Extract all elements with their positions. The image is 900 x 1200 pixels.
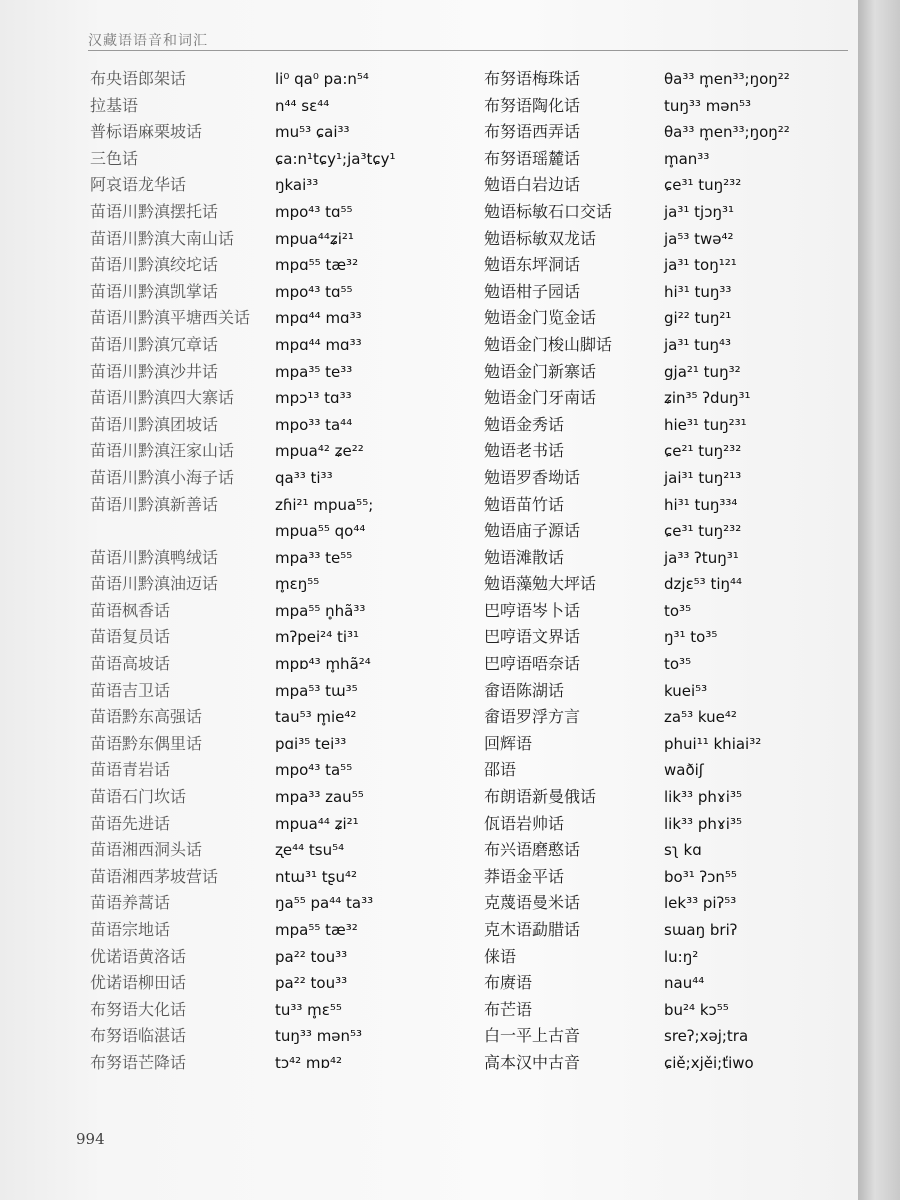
dialect-name: 高本汉中古音 — [484, 1052, 581, 1072]
ipa-transcription: mpa³³ te⁵⁵ — [275, 548, 353, 567]
ipa-transcription: phui¹¹ khiai³² — [664, 734, 762, 753]
ipa-transcription: mpa³⁵ te³³ — [275, 362, 353, 381]
ipa-transcription: mpua⁴⁴ ʑi²¹ — [275, 814, 359, 833]
ipa-transcription: mʔpei²⁴ ti³¹ — [275, 628, 360, 647]
ipa-transcription: lik³³ phɤi³⁵ — [664, 814, 742, 833]
ipa-transcription: mpa³³ zau⁵⁵ — [275, 788, 364, 807]
dialect-name: 拉基语 — [90, 95, 139, 115]
ipa-transcription: ŋ³¹ to³⁵ — [664, 628, 718, 647]
dialect-name: 勉语金门牙南话 — [484, 388, 597, 408]
dialect-name: 优诺语黄洛话 — [90, 946, 187, 966]
ipa-transcription: m̥ɛŋ⁵⁵ — [275, 575, 320, 594]
ipa-transcription: ntɯ³¹ tʂu⁴² — [275, 867, 358, 886]
dialect-name: 佤语岩帅话 — [484, 813, 565, 833]
entry-row — [484, 492, 858, 519]
running-header — [88, 26, 848, 52]
ipa-transcription: ja³¹ tuŋ⁴³ — [664, 335, 732, 354]
dialect-name: 苗语湘西洞头话 — [90, 840, 203, 860]
dialect-name: 布央语郎架话 — [90, 69, 187, 88]
dialect-name: 布努语瑶麓话 — [484, 148, 581, 168]
entry-row — [484, 518, 858, 545]
entry-row — [90, 545, 470, 572]
entry-row — [90, 624, 470, 651]
dialect-name: 苗语宗地话 — [90, 920, 171, 939]
ipa-transcription: sreʔ;xəj;tra — [664, 1027, 749, 1046]
entry-row — [90, 997, 470, 1024]
ipa-transcription: sʅ kɑ — [664, 841, 702, 860]
dialect-name: 苗语吉卫话 — [90, 680, 171, 700]
entry-row — [484, 917, 858, 944]
dialect-name: 苗语川黔滇平塘西关话 — [90, 308, 251, 328]
ipa-transcription: mpua⁵⁵ qo⁴⁴ — [275, 522, 366, 541]
entry-row — [484, 172, 858, 199]
dialect-name: 勉语白岩边话 — [484, 175, 581, 195]
entry-row — [90, 837, 470, 864]
dialect-name: 勉语老书话 — [484, 441, 565, 461]
dialect-name: 勉语柑子园话 — [484, 281, 581, 301]
entry-row — [484, 731, 858, 758]
entry-row — [484, 571, 858, 598]
entry-row — [484, 811, 858, 838]
dialect-name: 苗语青岩话 — [90, 760, 171, 780]
entry-row — [484, 252, 858, 279]
ipa-transcription: lu:ŋ² — [664, 947, 699, 966]
ipa-transcription: nau⁴⁴ — [664, 974, 705, 993]
entry-row — [90, 252, 470, 279]
dialect-name: 苗语复员话 — [90, 627, 171, 647]
dialect-name: 勉语金门新寨话 — [484, 361, 597, 381]
dialect-name: 勉语罗香坳话 — [484, 467, 581, 487]
entry-row — [90, 305, 470, 332]
entry-row — [90, 93, 470, 120]
ipa-transcription: lik³³ phɤi³⁵ — [664, 788, 742, 807]
entry-row — [90, 970, 470, 997]
ipa-transcription: sɯaŋ briʔ — [664, 921, 738, 939]
entry-row — [484, 359, 858, 386]
dialect-name: 苗语枫香话 — [90, 600, 171, 620]
dialect-name: 苗语黔东高强话 — [90, 707, 203, 727]
dialect-name: 布努语梅珠话 — [484, 69, 581, 88]
ipa-transcription: θa³³ m̥en³³;ŋoŋ²² — [664, 123, 790, 142]
entry-row — [484, 146, 858, 173]
dialect-name: 苗语川黔滇油迈话 — [90, 574, 219, 594]
entry-row — [484, 279, 858, 306]
ipa-transcription: tuŋ³³ mən⁵³ — [664, 96, 752, 115]
dialect-name: 苗语川黔滇团坡话 — [90, 414, 219, 434]
dialect-name: 布努语芒降话 — [90, 1052, 187, 1072]
dialect-name: 克蔑语曼米话 — [484, 893, 581, 913]
ipa-transcription: zɦi²¹ mpua⁵⁵; — [275, 495, 374, 514]
entry-row — [90, 146, 470, 173]
dialect-name: 苗语川黔滇摆托话 — [90, 201, 219, 221]
ipa-transcription: ʑin³⁵ ʔduŋ³¹ — [664, 389, 751, 408]
entry-row — [484, 757, 858, 784]
dialect-name: 三色话 — [90, 148, 139, 168]
dialect-name: 苗语川黔滇冗章话 — [90, 334, 219, 354]
ipa-transcription: mpua⁴⁴ʑi²¹ — [275, 229, 354, 248]
dialect-name: 布芒语 — [484, 999, 533, 1019]
book-gutter — [858, 0, 900, 1200]
ipa-transcription: ja³³ ʔtuŋ³¹ — [664, 548, 739, 567]
entry-row — [484, 784, 858, 811]
dialect-name: 苗语川黔滇新善话 — [90, 494, 219, 514]
ipa-transcription: ɕa:n¹tɕy¹;ja³tɕy¹ — [275, 149, 396, 168]
dialect-name: 苗语先进话 — [90, 813, 171, 833]
entry-row — [484, 704, 858, 731]
ipa-transcription: za⁵³ kue⁴² — [664, 708, 737, 727]
ipa-transcription: gja²¹ tuŋ³² — [664, 362, 741, 381]
dialect-name: 苗语川黔滇大南山话 — [90, 228, 235, 248]
dialect-name: 勉语东坪洞话 — [484, 255, 581, 275]
entry-row — [90, 438, 470, 465]
entry-row — [90, 279, 470, 306]
dialect-name: 巴哼语唔奈话 — [484, 654, 581, 674]
entry-row — [90, 678, 470, 705]
ipa-transcription: ŋkai³³ — [275, 176, 319, 195]
entry-row — [484, 624, 858, 651]
dialect-name: 布赓语 — [484, 973, 533, 993]
entry-row — [90, 492, 470, 519]
dialect-name: 苗语川黔滇鸭绒话 — [90, 547, 219, 567]
entry-row — [484, 970, 858, 997]
right-column — [484, 66, 858, 1077]
entry-row — [484, 997, 858, 1024]
dialect-name: 勉语滩散话 — [484, 547, 565, 567]
header-rule — [88, 50, 848, 51]
ipa-transcription: mpa⁵³ tɯ³⁵ — [275, 681, 358, 700]
ipa-transcription: mpɔ¹³ tɑ³³ — [275, 389, 352, 408]
entry-row — [484, 412, 858, 439]
ipa-transcription: ɕe²¹ tuŋ²³² — [664, 442, 742, 461]
entry-row — [90, 704, 470, 731]
entry-row — [90, 385, 470, 412]
entry-row — [484, 864, 858, 891]
ipa-transcription: ɕiě;xjěi;ťiwo — [664, 1053, 754, 1072]
ipa-transcription: mpa⁵⁵ n̥hã³³ — [275, 601, 366, 620]
ipa-transcription: dzjɛ⁵³ tiŋ⁴⁴ — [664, 575, 743, 594]
dialect-name: 白一平上古音 — [484, 1026, 581, 1046]
entry-row — [90, 811, 470, 838]
dialect-name: 苗语川黔滇小海子话 — [90, 467, 235, 487]
entry-row — [484, 1050, 858, 1077]
dialect-name: 俫语 — [484, 946, 517, 966]
dialect-name: 布努语临湛话 — [90, 1026, 187, 1046]
dialect-name: 苗语川黔滇汪家山话 — [90, 441, 235, 461]
entry-row — [90, 465, 470, 492]
dialect-name: 布努语陶化话 — [484, 95, 581, 115]
page-number: 994 — [76, 1130, 105, 1148]
ipa-transcription: hi³¹ tuŋ³³ — [664, 282, 732, 301]
entry-row — [90, 944, 470, 971]
ipa-transcription: mpua⁴² ʑe²² — [275, 442, 364, 461]
entry-row — [484, 890, 858, 917]
entry-row — [90, 226, 470, 253]
entry-row — [484, 199, 858, 226]
dialect-name: 阿哀语龙华话 — [90, 175, 187, 195]
dialect-name: 布朗语新曼俄话 — [484, 787, 597, 807]
ipa-transcription: bo³¹ ʔɔn⁵⁵ — [664, 867, 737, 886]
ipa-transcription: mpɒ⁴³ m̥hã²⁴ — [275, 655, 371, 674]
ipa-transcription: ja⁵³ twə⁴² — [664, 229, 734, 248]
entry-row — [484, 1023, 858, 1050]
dialect-name: 苗语川黔滇凯掌话 — [90, 281, 219, 301]
entry-row — [90, 864, 470, 891]
ipa-transcription: n⁴⁴ sɛ⁴⁴ — [275, 96, 330, 115]
dialect-name: 巴哼语文界话 — [484, 627, 581, 647]
dialect-name: 勉语庙子源话 — [484, 521, 581, 541]
entry-row — [484, 465, 858, 492]
entry-row — [90, 651, 470, 678]
dialect-name: 苗语川黔滇绞坨话 — [90, 255, 219, 275]
ipa-transcription: waðiʃ — [664, 761, 704, 780]
ipa-transcription: ɕe³¹ tuŋ²³² — [664, 522, 742, 541]
dialect-name: 邵语 — [484, 760, 517, 780]
ipa-transcription: qa³³ ti³³ — [275, 468, 333, 487]
dialect-name: 勉语标敏双龙话 — [484, 228, 597, 248]
ipa-transcription: ŋa⁵⁵ pa⁴⁴ ta³³ — [275, 894, 374, 913]
dialect-name: 苗语黔东偶里话 — [90, 733, 203, 753]
ipa-transcription: mpo³³ ta⁴⁴ — [275, 415, 353, 434]
dialect-name: 苗语川黔滇沙井话 — [90, 361, 219, 381]
entry-row — [484, 438, 858, 465]
ipa-transcription: pa²² tou³³ — [275, 947, 348, 966]
dialect-name: 勉语金门梭山脚话 — [484, 334, 613, 354]
entry-row — [484, 545, 858, 572]
entry-row — [484, 944, 858, 971]
ipa-transcription: mpa⁵⁵ tæ³² — [275, 921, 358, 939]
entry-row — [90, 598, 470, 625]
entry-row — [90, 359, 470, 386]
header-title: 汉藏语语音和词汇 — [88, 33, 208, 49]
entry-row — [484, 119, 858, 146]
entry-row — [90, 119, 470, 146]
entry-row — [484, 651, 858, 678]
dialect-name: 苗语湘西茅坡营话 — [90, 866, 219, 886]
ipa-transcription: to³⁵ — [664, 601, 692, 620]
entry-row — [484, 305, 858, 332]
ipa-transcription: ja³¹ toŋ¹²¹ — [664, 256, 737, 275]
ipa-transcription: mu⁵³ ɕai³³ — [275, 123, 350, 142]
entry-row — [90, 172, 470, 199]
ipa-transcription: mpɑ⁴⁴ mɑ³³ — [275, 335, 362, 354]
ipa-transcription: gi²² tuŋ²¹ — [664, 309, 732, 328]
entry-row — [90, 518, 470, 545]
ipa-transcription: jai³¹ tuŋ²¹³ — [664, 468, 742, 487]
entry-row — [90, 412, 470, 439]
entry-row — [90, 1023, 470, 1050]
ipa-transcription: tuŋ³³ mən⁵³ — [275, 1027, 363, 1046]
ipa-transcription: θa³³ m̥en³³;ŋoŋ²² — [664, 70, 790, 88]
dialect-name: 苗语川黔滇四大寨话 — [90, 388, 235, 408]
ipa-transcription: lek³³ piʔ⁵³ — [664, 894, 737, 913]
dialect-name: 布兴语磨憨话 — [484, 840, 581, 860]
dialect-name: 勉语金秀话 — [484, 414, 565, 434]
dialect-name: 勉语苗竹话 — [484, 494, 565, 514]
ipa-transcription: kuei⁵³ — [664, 681, 708, 700]
ipa-transcription: to³⁵ — [664, 655, 692, 674]
entry-row — [484, 332, 858, 359]
ipa-transcription: tu³³ m̥ɛ⁵⁵ — [275, 1000, 342, 1019]
entry-row — [484, 385, 858, 412]
dialect-name: 巴哼语岑卜话 — [484, 600, 581, 620]
entry-row — [90, 1050, 470, 1077]
dialect-name: 勉语藻勉大坪话 — [484, 574, 597, 594]
left-column — [90, 66, 470, 1077]
ipa-transcription: m̥an³³ — [664, 149, 710, 168]
entry-row — [90, 784, 470, 811]
entry-row — [484, 226, 858, 253]
entry-row — [484, 837, 858, 864]
dialect-name: 苗语石门坎话 — [90, 787, 187, 807]
entry-row — [90, 757, 470, 784]
dialect-name: 苗语高坡话 — [90, 654, 171, 674]
ipa-transcription: mpo⁴³ tɑ⁵⁵ — [275, 282, 353, 301]
dialect-name: 莽语金平话 — [484, 866, 565, 886]
dialect-name: 回辉语 — [484, 733, 533, 753]
ipa-transcription: li⁰ qa⁰ pa:n⁵⁴ — [275, 70, 369, 88]
ipa-transcription: ja³¹ tjɔŋ³¹ — [664, 202, 734, 221]
ipa-transcription: pɑi³⁵ tei³³ — [275, 734, 347, 753]
dialect-name: 苗语养蒿话 — [90, 893, 171, 913]
ipa-transcription: mpo⁴³ ta⁵⁵ — [275, 761, 353, 780]
ipa-transcription: bu²⁴ kɔ⁵⁵ — [664, 1000, 729, 1019]
entry-row — [484, 66, 858, 93]
dialect-name: 畲语陈湖话 — [484, 680, 565, 700]
ipa-transcription: hi³¹ tuŋ³³⁴ — [664, 495, 738, 514]
dialect-name: 普标语麻栗坡话 — [90, 122, 203, 142]
dialect-name: 布努语大化话 — [90, 999, 187, 1019]
ipa-transcription: mpo⁴³ tɑ⁵⁵ — [275, 202, 353, 221]
entry-row — [484, 598, 858, 625]
ipa-transcription: tau⁵³ m̥ie⁴² — [275, 708, 357, 727]
ipa-transcription: tɔ⁴² mɒ⁴² — [275, 1053, 343, 1072]
dialect-name: 优诺语柳田话 — [90, 973, 187, 993]
ipa-transcription: hie³¹ tuŋ²³¹ — [664, 415, 747, 434]
entry-row — [484, 93, 858, 120]
entry-row — [90, 731, 470, 758]
ipa-transcription: ɕe³¹ tuŋ²³² — [664, 176, 742, 195]
ipa-transcription: ʐe⁴⁴ tsu⁵⁴ — [275, 841, 345, 860]
entry-row — [90, 66, 470, 93]
dialect-name: 克木语勐腊话 — [484, 920, 581, 939]
ipa-transcription: mpɑ⁵⁵ tæ³² — [275, 256, 359, 275]
dialect-name: 勉语标敏石口交话 — [484, 201, 613, 221]
entry-row — [90, 890, 470, 917]
entry-row — [90, 571, 470, 598]
dialect-name: 布努语西弄话 — [484, 122, 581, 142]
entry-row — [90, 199, 470, 226]
ipa-transcription: pa²² tou³³ — [275, 974, 348, 993]
entry-row — [90, 332, 470, 359]
ipa-transcription: mpɑ⁴⁴ mɑ³³ — [275, 309, 362, 328]
dialect-name: 畲语罗浮方言 — [484, 707, 581, 727]
entry-row — [90, 917, 470, 944]
entry-row — [484, 678, 858, 705]
dialect-name: 勉语金门览金话 — [484, 308, 597, 328]
